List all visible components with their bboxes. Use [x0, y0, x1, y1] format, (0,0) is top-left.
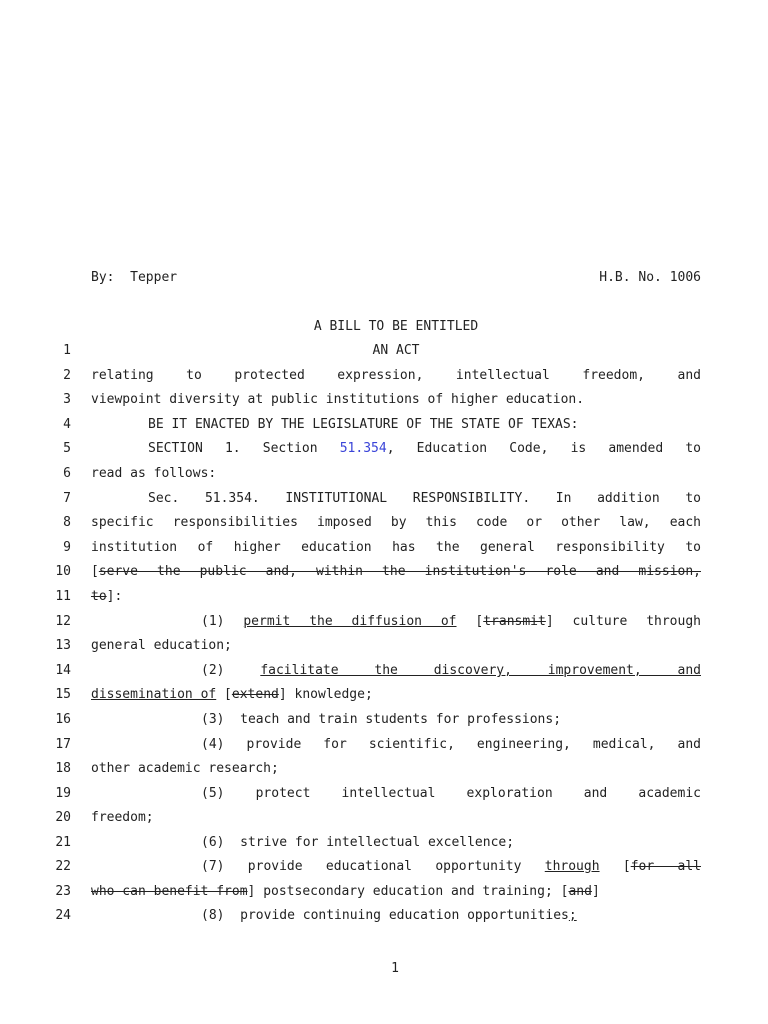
line-text: dissemination of [extend] knowledge; [91, 687, 373, 702]
bill-line [0, 761, 768, 781]
inserted-text: ; [568, 908, 577, 923]
bill-line [0, 810, 768, 830]
bill-line [0, 908, 768, 928]
line-number: 14 [55, 663, 71, 678]
deleted-text: to [91, 589, 107, 604]
line-number: 21 [55, 835, 71, 850]
line-text: specific responsibilities imposed by this code or other law, each [91, 515, 701, 530]
deleted-text: transmit [483, 614, 546, 629]
line-text: (5) protect intellectual exploration and academic [201, 786, 701, 801]
bill-line [0, 540, 768, 560]
page-number: 1 [391, 961, 399, 976]
bill-line [0, 859, 768, 879]
bill-line [0, 392, 768, 412]
line-text: (2) facilitate the discovery, improvement, and [201, 663, 701, 678]
line-number: 11 [55, 589, 71, 604]
bill-line [0, 564, 768, 584]
bill-line [0, 663, 768, 683]
deleted-text: who can benefit from [91, 884, 248, 899]
line-number: 23 [55, 884, 71, 899]
enacting-clause: BE IT ENACTED BY THE LEGISLATURE OF THE STATE OF TEXAS: [148, 417, 579, 432]
deleted-text: extend [231, 687, 279, 702]
bill-line [0, 441, 768, 461]
line-number: 7 [63, 491, 71, 506]
inserted-text: permit the diffusion of [243, 614, 457, 629]
inserted-text: facilitate the discovery, improvement, and [260, 663, 701, 678]
line-text: institution of higher education has the general responsibility to [91, 540, 701, 555]
inserted-text: through [544, 859, 600, 874]
bill-line [0, 614, 768, 634]
inserted-text: dissemination of [91, 687, 217, 702]
bill-line [0, 835, 768, 855]
bill-line [0, 712, 768, 732]
line-text: relating to protected expression, intellectual freedom, and [91, 368, 701, 383]
bill-number: H.B. No. 1006 [599, 270, 701, 285]
line-text: (6) strive for intellectual excellence; [201, 835, 515, 850]
line-text: viewpoint diversity at public institutions of higher education. [91, 392, 585, 407]
bill-line [0, 417, 768, 437]
bill-line [0, 884, 768, 904]
line-number: 24 [55, 908, 71, 923]
line-text: (4) provide for scientific, engineering, medical, and [201, 737, 701, 752]
bill-line [0, 491, 768, 511]
author-line: By: Tepper [91, 270, 178, 285]
deleted-text: serve the public and, within the institution's role and mission, [98, 564, 701, 579]
bill-caption: A BILL TO BE ENTITLED [313, 319, 479, 334]
bill-line [0, 343, 768, 363]
bill-line [0, 687, 768, 707]
bill-line [0, 515, 768, 535]
line-number: 9 [63, 540, 71, 555]
line-number: 15 [55, 687, 71, 702]
line-number: 19 [55, 786, 71, 801]
line-number: 3 [63, 392, 71, 407]
line-number: 20 [55, 810, 71, 825]
deleted-text: for all [630, 859, 701, 874]
bill-line [0, 638, 768, 658]
act-heading: AN ACT [372, 343, 420, 358]
line-text: freedom; [91, 810, 154, 825]
line-number: 8 [63, 515, 71, 530]
line-text: (8) provide continuing education opportunities; [201, 908, 577, 923]
line-number: 12 [55, 614, 71, 629]
line-number: 5 [63, 441, 71, 456]
bill-line [0, 786, 768, 806]
line-number: 4 [63, 417, 71, 432]
deleted-text: and [568, 884, 592, 899]
line-number: 6 [63, 466, 71, 481]
line-number: 17 [55, 737, 71, 752]
line-text: read as follows: [91, 466, 217, 481]
line-text: SECTION 1. Section 51.354, Education Code, is amended to [148, 441, 701, 456]
line-text: Sec. 51.354. INSTITUTIONAL RESPONSIBILITY. In addition to [148, 491, 701, 506]
line-number: 22 [55, 859, 71, 874]
line-text: who can benefit from] postsecondary education and training; [and] [91, 884, 600, 899]
line-text: other academic research; [91, 761, 279, 776]
line-number: 2 [63, 368, 71, 383]
line-number: 16 [55, 712, 71, 727]
bill-line [0, 737, 768, 757]
statute-link[interactable]: 51.354 [339, 441, 387, 456]
bill-line [0, 466, 768, 486]
line-number: 10 [55, 564, 71, 579]
line-text: (3) teach and train students for professions; [201, 712, 562, 727]
line-number: 1 [63, 343, 71, 358]
line-number: 13 [55, 638, 71, 653]
line-text: (1) permit the diffusion of [transmit] culture through [201, 614, 701, 629]
line-text: [serve the public and, within the institution's role and mission, [91, 564, 701, 579]
line-number: 18 [55, 761, 71, 776]
line-text: to]: [91, 589, 123, 604]
bill-line [0, 368, 768, 388]
bill-line [0, 589, 768, 609]
bill-header [91, 270, 701, 288]
line-text: (7) provide educational opportunity through [for all [201, 859, 701, 874]
line-text: general education; [91, 638, 232, 653]
